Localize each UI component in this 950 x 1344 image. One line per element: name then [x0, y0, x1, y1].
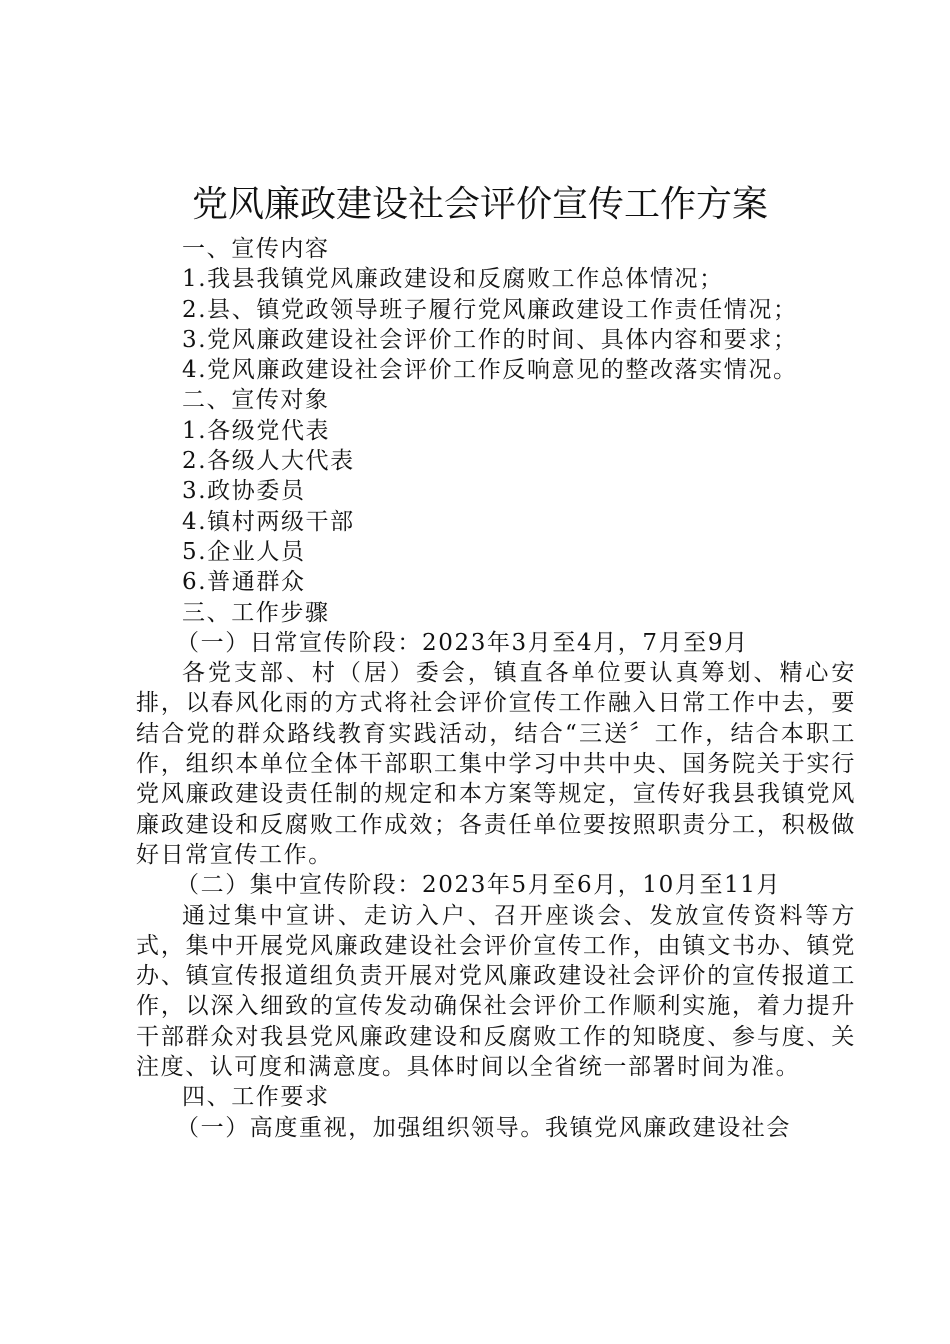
list-item: 4.镇村两级干部 — [182, 508, 355, 535]
phase-body-2: 通过集中宣讲、走访入户、召开座谈会、发放宣传资料等方式，集中开展党风廉政建设社会评价宣传工作，由镇文书办、镇党办、镇宣传报道组负责开展对党风廉政建设社会评价的宣传报道工作，以深入细致的宣传发动确保社会评价工作顺利实施，着力提升干部群众对我县党风廉政建设和反腐败工作的知晓度、参与度、关注度、认可度和满意度。具体时间以全省统一部署时间为准。 — [136, 902, 856, 1081]
section-heading-4: 四、工作要求 — [182, 1084, 330, 1111]
document-title: 党风廉政建设社会评价宣传工作方案 — [191, 184, 768, 225]
section-heading-2: 二、宣传对象 — [182, 387, 330, 414]
list-item: 5.企业人员 — [182, 538, 306, 565]
list-item: 1.我县我镇党风廉政建设和反腐败工作总体情况； — [182, 266, 724, 293]
list-item: 3.党风廉政建设社会评价工作的时间、具体内容和要求； — [182, 326, 798, 353]
list-item: 3.政协委员 — [182, 478, 306, 505]
list-item: 4.党风廉政建设社会评价工作反响意见的整改落实情况。 — [182, 357, 798, 384]
list-item: 6.普通群众 — [182, 569, 306, 596]
phase-heading-1: （一）日常宣传阶段：2023年3月至4月，7月至9月 — [176, 629, 749, 656]
phase-heading-2: （二）集中宣传阶段：2023年5月至6月，10月至11月 — [176, 872, 782, 899]
list-item: 2.县、镇党政领导班子履行党风廉政建设工作责任情况； — [182, 296, 798, 323]
section-heading-1: 一、宣传内容 — [182, 236, 330, 262]
section-heading-3: 三、工作步骤 — [182, 599, 330, 626]
document-body — [136, 234, 856, 1143]
requirement-item-1: （一）高度重视，加强组织领导。我镇党风廉政建设社会 — [176, 1114, 791, 1141]
list-item: 2.各级人大代表 — [182, 448, 355, 475]
list-item: 1.各级党代表 — [182, 417, 331, 444]
phase-body-1: 各党支部、村（居）委会，镇直各单位要认真筹划、精心安排，以春风化雨的方式将社会评价宣传工作融入日常工作中去，要结合党的群众路线教育实践活动，结合“三送〞工作，结合本职工作，组织本单位全体干部职工集中学习中共中央、国务院关于实行党风廉政建设责任制的规定和本方案等规定，宣传好我县我镇党风廉政建设和反腐败工作成效；各责任单位要按照职责分工，积极做好日常宣传工作。 — [136, 660, 856, 868]
